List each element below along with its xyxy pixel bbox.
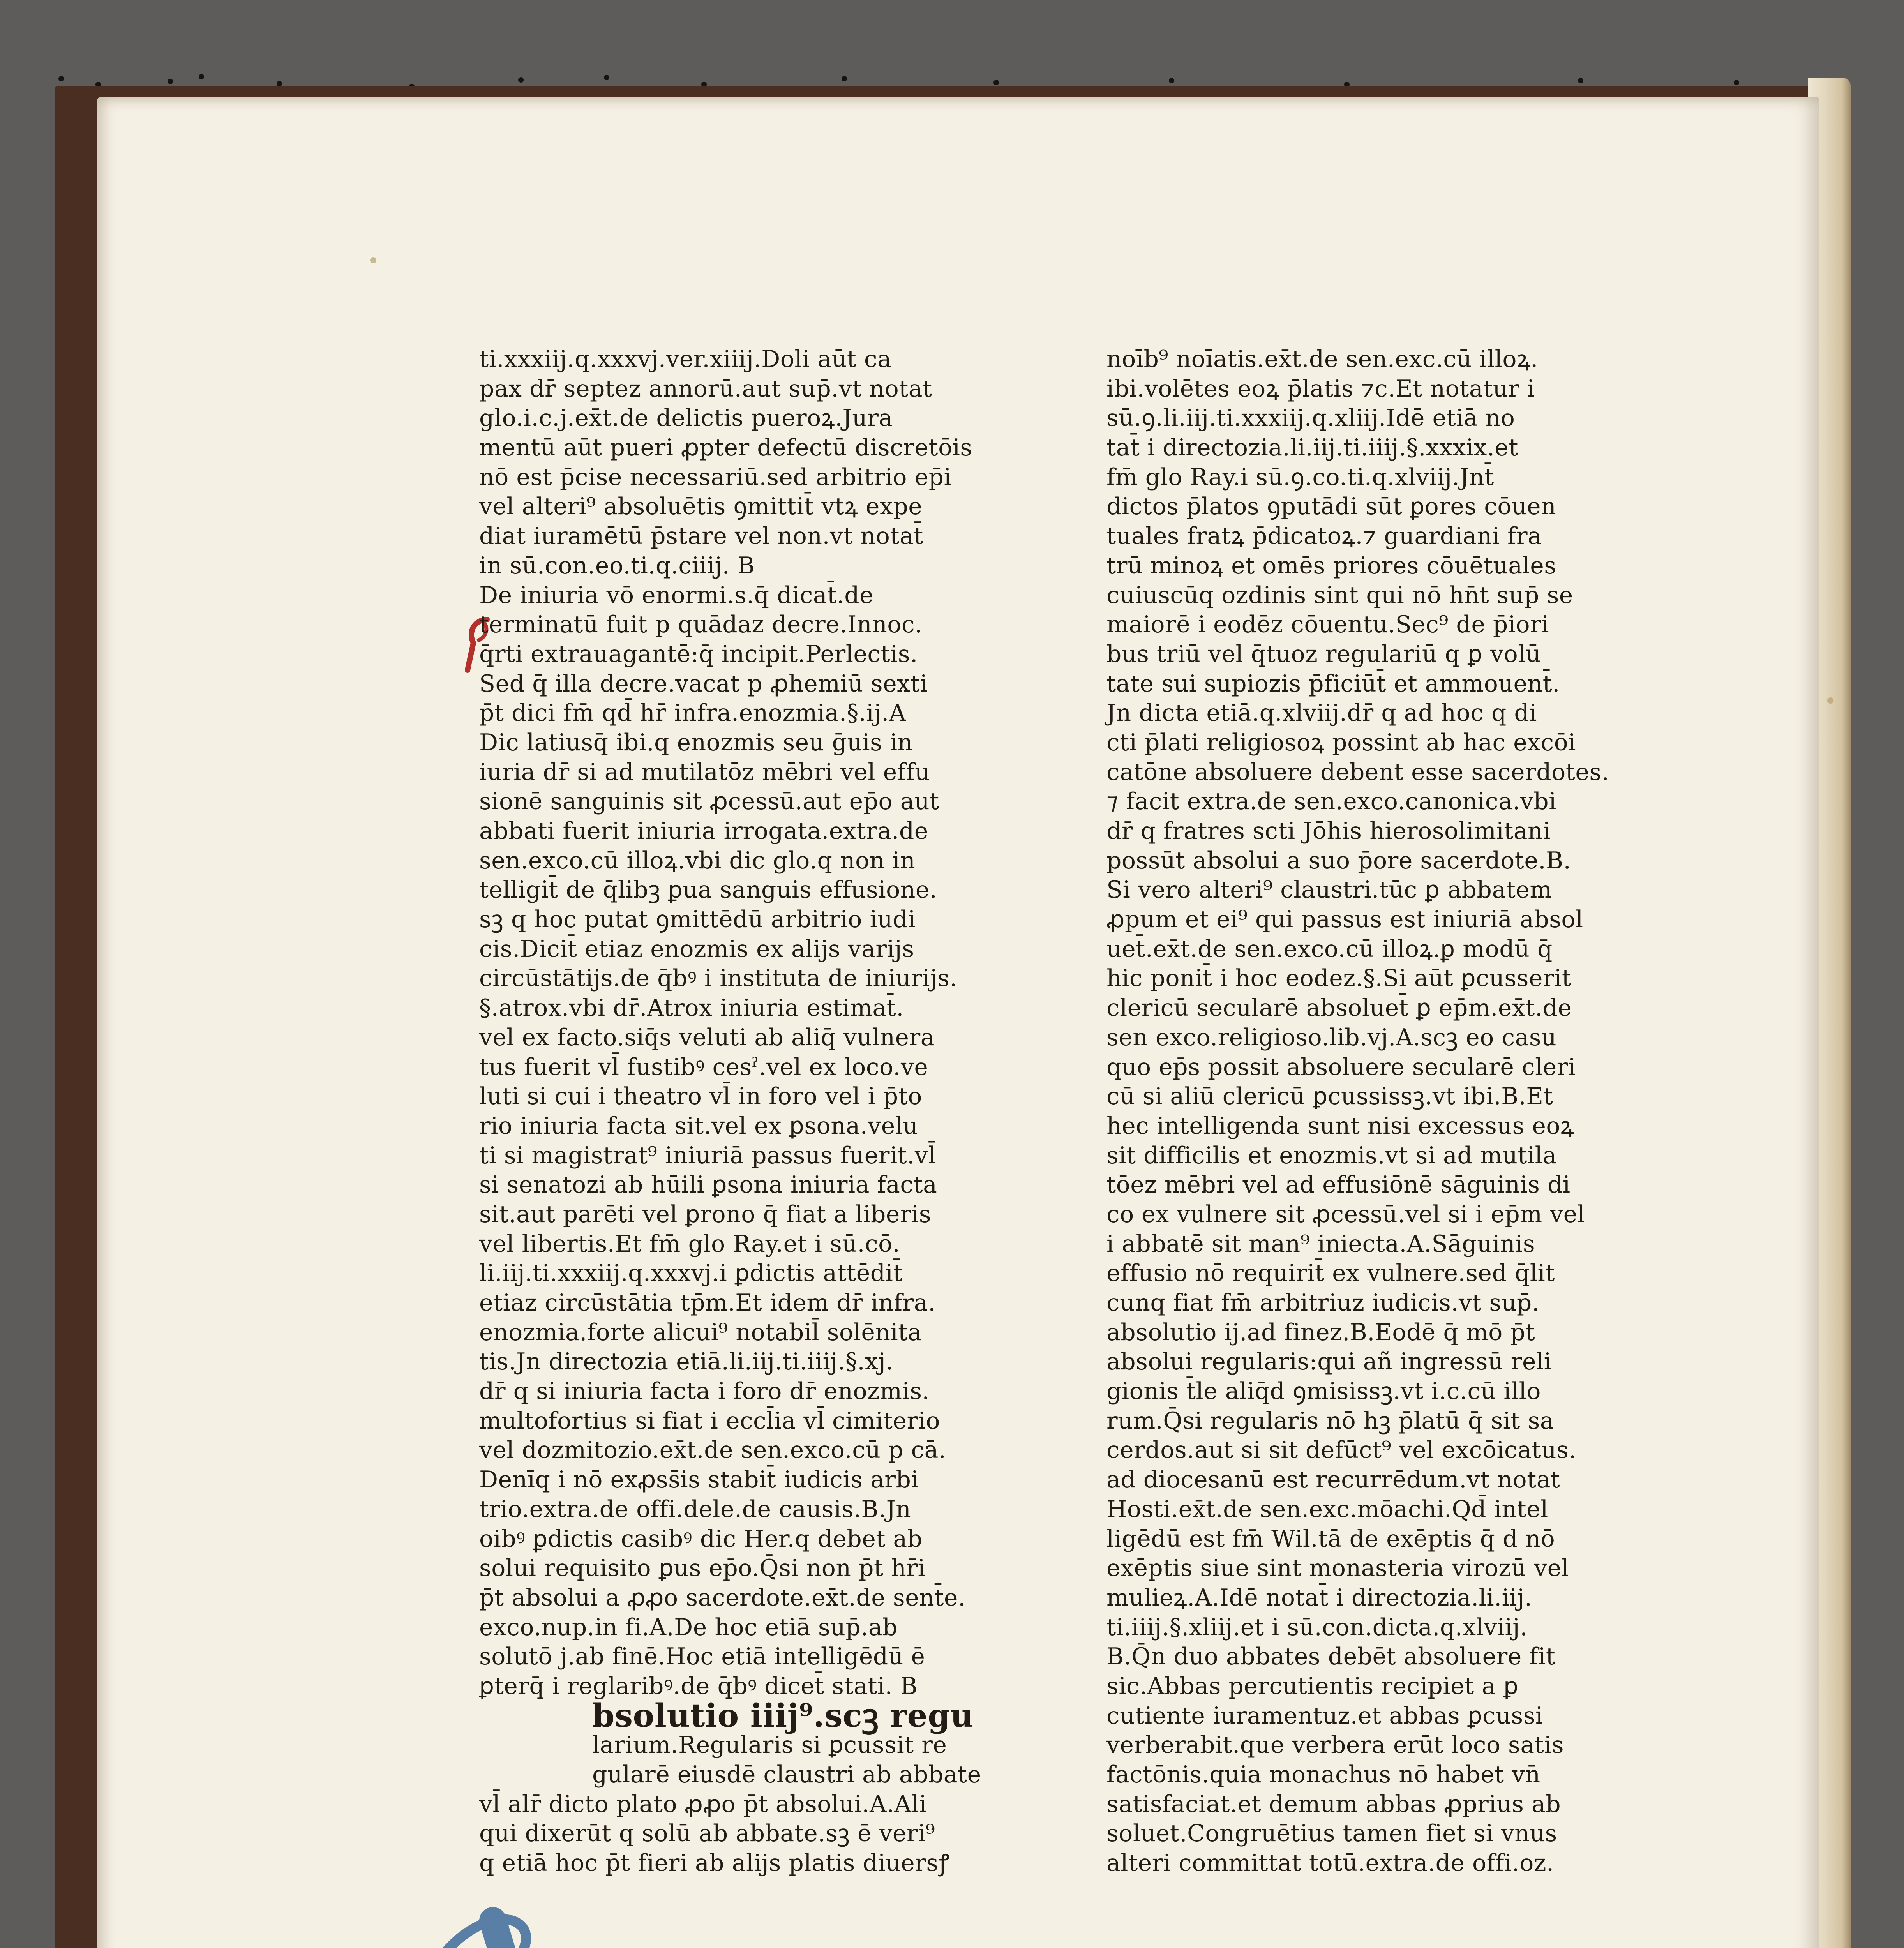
text-line: Hosti.ex̄t.de sen.exc.mōachi.Qd̄ intel (1106, 1495, 1548, 1523)
text-line: ti.iiij.§.xliij.et i sū.con.dicta.q.xlviij. (1106, 1613, 1528, 1641)
text-line: glo.i.c.j.ex̄t.de delictis pueroꝝ.Jura (479, 404, 893, 432)
text-line: dr̄ q si iniuria facta i foro dr̄ enozmis. (479, 1378, 930, 1405)
text-line: q̄rti extrauagantē:q̄ incipit.Perlectis. (479, 640, 918, 668)
text-line: gularē eiusdē claustri ab abbate (592, 1761, 981, 1788)
text-line: ti.xxxiij.q.xxxvj.ver.xiiij.Doli aūt ca (479, 346, 892, 373)
text-line: §.atrox.vbi dr̄.Atrox iniuria estimat̄. (479, 994, 904, 1022)
text-line: tuales fratꝝ p̄dicatoꝝ.⁊ guardiani fra (1106, 522, 1542, 550)
text-line: fm̄ glo Ray.i sū.ꝯ.co.ti.q.xlviij.Jnt̄ (1106, 463, 1494, 491)
text-line: terminatū fuit p quādaz decre.Innoc. (479, 611, 923, 639)
text-line: sionē sanguinis sit ꝓcessū.aut ep̄o aut (479, 788, 939, 815)
text-line: ti si magistrat⁹ iniuriā passus fuerit.vl̄ (479, 1142, 936, 1169)
text-line: alteri committat totū.extra.de offi.oz. (1106, 1849, 1554, 1877)
text-line: possūt absolui a suo p̄ore sacerdote.B. (1106, 847, 1571, 874)
text-line: quo ep̄s possit absoluere secularē cleri (1106, 1053, 1576, 1081)
text-line: uet̄.ex̄t.de sen.exco.cū illoꝝ.ꝑ modū q̄ (1106, 935, 1553, 963)
text-line: ꝓpum et ei⁹ qui passus est iniuriā absol (1106, 906, 1583, 933)
text-line: Dic latiusq̄ ibi.q enozmis seu ḡuis in (479, 729, 913, 756)
text-line: in sū.con.eo.ti.q.ciiij. B (479, 552, 755, 579)
text-line: cis.Dicit̄ etiaz enozmis ex alijs varijs (479, 935, 914, 963)
text-line: sen.exco.cū illoꝝ.vbi dic glo.q non in (479, 847, 916, 874)
text-line: hic ponit̄ i hoc eodez.§.Si aūt ꝑcusserit (1106, 965, 1572, 992)
text-line: satisfaciat.et demum abbas ꝓprius ab (1106, 1790, 1561, 1818)
text-line: tus fuerit vl̄ fustibꝰ cesˀ.vel ex loco.ve (479, 1053, 928, 1081)
text-line: ibi.volētes eoꝝ p̄latis ⁊c.Et notatur i (1106, 375, 1535, 402)
text-line: ad diocesanū est recurrēdum.vt notat (1106, 1466, 1560, 1494)
text-line: sen exco.religioso.lib.vj.A.scꝫ eo casu (1106, 1023, 1557, 1051)
text-line: gionis t̄le aliq̄d ꝯmisissꝫ.vt i.c.cū illo (1106, 1378, 1541, 1405)
text-line: si senatozi ab hūili ꝑsona iniuria facta (479, 1171, 937, 1199)
text-line: telligit̄ de q̄libꝫ ꝑua sanguis effusione. (479, 876, 937, 904)
text-line: pax dr̄ septez annorū.aut sup̄.vt notat (479, 375, 932, 402)
text-line: rum.Q̄si regularis nō hꝫ p̄latū q̄ sit sa (1106, 1407, 1555, 1435)
text-line: iuria dr̄ si ad mutilatōz mēbri vel effu (479, 758, 930, 786)
text-line: multofortius si fiat i eccl̄ia vl̄ cimiterio (479, 1407, 941, 1435)
text-line: vel ex facto.siq̄s veluti ab aliq̄ vulnera (479, 1023, 935, 1051)
text-line: Denīq i nō exꝓss̄is stabit̄ iudicis arbi (479, 1466, 919, 1494)
text-line: cū si aliū clericū ꝑcussissꝫ.vt ibi.B.Et (1106, 1083, 1553, 1110)
text-line: maiorē i eodēz cōuentu.Sec⁹ de p̄iori (1106, 611, 1549, 639)
text-line: ꝑterq̄ i reglaribꝰ.de q̄bꝰ dicet̄ stati. B (479, 1672, 918, 1700)
text-column-left (479, 345, 986, 1878)
text-line: absolui regularis:qui añ ingressū reli (1106, 1348, 1552, 1376)
illuminated-initial-a (392, 1886, 633, 1948)
text-line: ⁊ facit extra.de sen.exco.canonica.vbi (1106, 788, 1556, 815)
text-line: cuiuscūq ozdinis sint qui nō hn̄t sup̄ se (1106, 581, 1573, 609)
text-line: enozmia.forte alicui⁹ notabil̄ solēnita (479, 1318, 922, 1346)
text-line: B.Q̄n duo abbates debēt absoluere fit (1106, 1643, 1556, 1671)
text-line: nō est p̄cise necessariū.sed arbitrio ep̄i (479, 463, 952, 491)
text-line: sit difficilis et enozmis.vt si ad mutila (1106, 1142, 1557, 1169)
text-line: Jn dicta etiā.q.xlviij.dr̄ q ad hoc q di (1106, 699, 1537, 727)
text-line: exēptis siue sint monasteria virozū vel (1106, 1555, 1569, 1582)
text-line: rio iniuria facta sit.vel ex ꝑsona.velu (479, 1112, 918, 1140)
text-line: oibꝰ ꝑdictis casibꝰ dic Her.q debet ab (479, 1525, 923, 1553)
text-line: absolutio ij.ad finez.B.Eodē q̄ mō p̄t (1106, 1318, 1535, 1346)
text-line: cerdos.aut si sit defūct⁹ vel excōicatus. (1106, 1436, 1577, 1464)
text-line: abbati fuerit iniuria irrogata.extra.de (479, 817, 928, 845)
text-line: effusio nō requirit̄ ex vulnere.sed q̄lit (1106, 1260, 1555, 1287)
text-line: q etiā hoc p̄t fieri ab alijs platis diuersꝭ (479, 1849, 950, 1877)
text-line: exco.nup.in fi.A.De hoc etiā sup̄.ab (479, 1613, 898, 1641)
text-line: dr̄ q fratres scti Jōhis hierosolimitani (1106, 817, 1551, 845)
text-line: verberabit.que verbera erūt loco satis (1106, 1731, 1564, 1759)
text-line: soluet.Congruētius tamen fiet si vnus (1106, 1820, 1557, 1847)
text-line: solutō j.ab finē.Hoc etiā intelligēdū ē (479, 1643, 925, 1671)
text-line: cti p̄lati religiosoꝝ possint ab hac excōi (1106, 729, 1576, 756)
text-line: hec intelligenda sunt nisi excessus eoꝝ (1106, 1112, 1574, 1140)
text-line: tate sui supiozis p̄ficiūt̄ et ammouent̄. (1106, 670, 1560, 697)
text-line: vel libertis.Et fm̄ glo Ray.et i sū.cō. (479, 1230, 900, 1258)
text-line: tōez mēbri vel ad effusiōnē sāguinis di (1106, 1171, 1570, 1199)
text-line: Si vero alteri⁹ claustri.tūc ꝑ abbatem (1106, 876, 1552, 904)
text-line: p̄t absolui a ꝓꝓo sacerdote.ex̄t.de sent̄e. (479, 1584, 966, 1611)
text-line: De iniuria vō enormi.s.q̄ dicat̄.de (479, 581, 874, 609)
text-line: trio.extra.de offi.dele.de causis.B.Jn (479, 1495, 911, 1523)
text-line: vel alteri⁹ absoluētis ꝯmittit̄ vtꝝ expe (479, 493, 923, 521)
text-line: qui dixerūt q solū ab abbate.sꝫ ē veri⁹ (479, 1820, 935, 1847)
text-line: etiaz circūstātia tp̄m.Et idem dr̄ infra. (479, 1289, 936, 1316)
text-line: vl̄ alr̄ dicto plato ꝓꝓo p̄t absolui.A.Ali (479, 1790, 927, 1818)
text-line: larium.Regularis si ꝑcussit re (592, 1731, 947, 1759)
text-line: Sed q̄ illa decre.vacat p ꝓhemiū sexti (479, 670, 928, 697)
text-line: cutiente iuramentuz.et abbas ꝑcussi (1106, 1702, 1543, 1729)
text-line: co ex vulnere sit ꝓcessū.vel si i ep̄m vel (1106, 1200, 1585, 1228)
text-line: tat̄ i directozia.li.iij.ti.iiij.§.xxxix.et (1106, 434, 1519, 462)
text-line: catōne absoluere debent esse sacerdotes. (1106, 758, 1609, 786)
text-line: cunq fiat fm̄ arbitriuz iudicis.vt sup̄. (1106, 1289, 1540, 1316)
text-line: vel dozmitozio.ex̄t.de sen.exco.cū p cā. (479, 1436, 946, 1464)
text-line: mentū aūt pueri ꝓpter defectū discretōis (479, 434, 972, 462)
text-line: ligēdū est fm̄ Wil.tā de exēptis q̄ d nō (1106, 1525, 1555, 1553)
text-line: bus triū vel q̄tuoz regulariū q ꝑ volū (1106, 640, 1541, 668)
text-line: dictos p̄latos ꝯputādi sūt ꝑores cōuen (1106, 493, 1556, 521)
text-line: tis.Jn directozia etiā.li.iij.ti.iiij.§.xj. (479, 1348, 894, 1376)
text-line: sꝫ q hoc putat ꝯmittēdū arbitrio iudi (479, 906, 916, 933)
text-line: sū.ꝯ.li.iij.ti.xxxiij.q.xliij.Idē etiā no (1106, 404, 1515, 432)
text-line: bsolutio iiij⁹.scꝫ regu (592, 1697, 974, 1734)
text-column-right (1106, 345, 1621, 1878)
text-line: solui requisito ꝑus ep̄o.Q̄si non p̄t hr̄i (479, 1555, 926, 1582)
text-line: p̄t dici fm̄ qd̄ hr̄ infra.enozmia.§.ij.A (479, 699, 906, 727)
paper-spot (370, 257, 376, 263)
paper-spot (1827, 697, 1833, 704)
text-line: sic.Abbas percutientis recipiet a ꝑ (1106, 1672, 1519, 1700)
text-line: noīb⁹ noīatis.ex̄t.de sen.exc.cū illoꝝ. (1106, 346, 1538, 373)
text-line: mulieꝝ.A.Idē notat̄ i directozia.li.iij. (1106, 1584, 1532, 1611)
text-line: circūstātijs.de q̄bꝰ i instituta de iniurijs. (479, 965, 957, 992)
text-line: clericū secularē absoluet̄ ꝑ ep̄m.ex̄t.de (1106, 994, 1572, 1022)
text-line: sit.aut parēti vel ꝑrono q̄ fiat a liberis (479, 1200, 932, 1228)
text-line: li.iij.ti.xxxiij.q.xxxvj.i ꝑdictis attēdit̄ (479, 1260, 903, 1287)
text-line: diat iuramētū p̄stare vel non.vt notat̄ (479, 522, 923, 550)
text-line: trū minoꝝ et omēs priores cōuētuales (1106, 552, 1556, 579)
text-line: i abbatē sit man⁹ iniecta.A.Sāguinis (1106, 1230, 1535, 1258)
text-line: luti si cui i theatro vl̄ in foro vel i p̄to (479, 1083, 922, 1110)
text-line: factōnis.quia monachus nō habet vn̄ (1106, 1761, 1540, 1788)
